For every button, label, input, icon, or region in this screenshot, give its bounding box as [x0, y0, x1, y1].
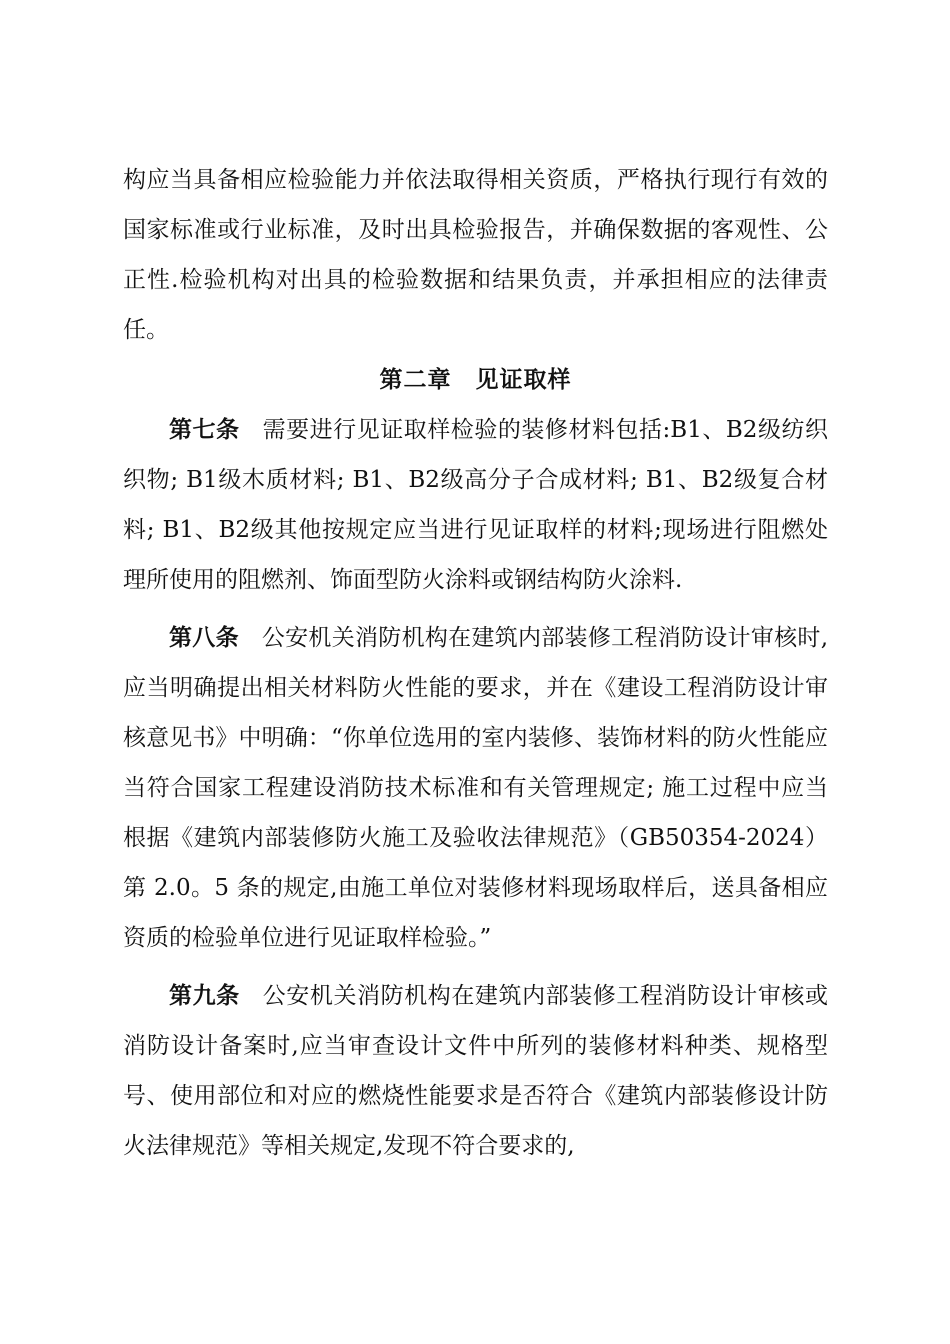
continuation-paragraph: 构应当具备相应检验能力并依法取得相关资质，严格执行现行有效的国家标准或行业标准，及时出具检验报告，并确保数据的客观性、公正性.检验机构对出具的检验数据和结果负责，并承担相应的法律责任。: [123, 167, 828, 343]
article-8-text: 公安机关消防机构在建筑内部装修工程消防设计审核时,应当明确提出相关材料防火性能的要求，并在《建设工程消防设计审核意见书》中明确：“你单位选用的室内装修、装饰材料的防火性能应当符合国家工程建设消防技术标准和有关管理规定; 施工过程中应当根据《建筑内部装修防火施工及验收法律规范》（GB50354-2024）第 2.0。5 条的规定,由施工单位对装修材料现场取样后，送具备相应资质的检验单位进行见证取样检验。”: [123, 625, 829, 951]
article-9-label: 第九条: [169, 983, 240, 1009]
chapter-heading: 第二章 见证取样: [379, 367, 572, 393]
document-body: [123, 155, 828, 1171]
article-8-label: 第八条: [169, 625, 239, 651]
paragraph-gap: [123, 963, 828, 971]
article-9-text: 公安机关消防机构在建筑内部装修工程消防设计审核或消防设计备案时,应当审查设计文件中所列的装修材料种类、规格型号、使用部位和对应的燃烧性能要求是否符合《建筑内部装修设计防火法律规范》等相关规定,发现不符合要求的,: [123, 983, 829, 1159]
article-9: [123, 971, 828, 1171]
article-7-text: 需要进行见证取样检验的装修材料包括:B1、B2级纺织织物; B1级木质材料; B1、B2级高分子合成材料; B1、B2级复合材料; B1、B2级其他按规定应当进行见证取样的材料;现场进行阻燃处理所使用的阻燃剂、饰面型防火涂料或钢结构防火涂料.: [123, 417, 829, 593]
article-7: [123, 405, 828, 605]
article-8: [123, 613, 828, 963]
paragraph-gap: [123, 605, 828, 613]
article-7-label: 第七条: [169, 417, 240, 443]
